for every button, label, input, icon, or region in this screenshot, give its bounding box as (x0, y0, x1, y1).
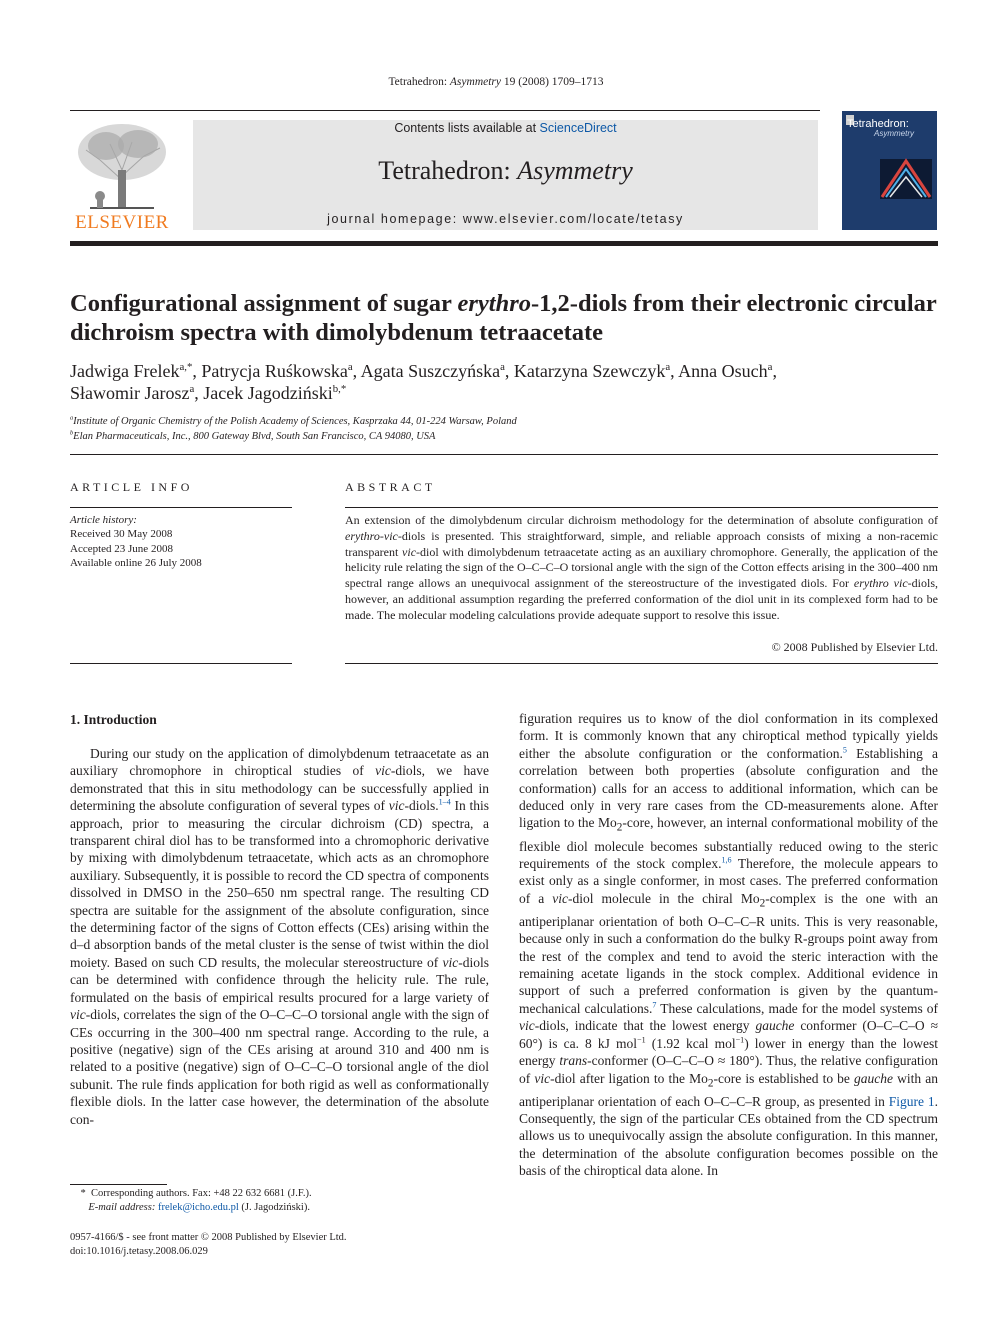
header-thick-rule (70, 241, 938, 246)
header-rule (70, 110, 820, 111)
elsevier-wordmark: ELSEVIER (75, 212, 169, 233)
abstract-rule (345, 507, 938, 508)
author[interactable]: Patrycja Ruśkowska$^a$ (201, 361, 353, 381)
cover-subtitle: Asymmetry (874, 129, 914, 138)
corresponding-author-note: * Corresponding authors. Fax: +48 22 632 6681 (J.F.). E-mail address: frelek@icho.edu.pl (J. Jagodziński). (70, 1188, 312, 1213)
journal-name: Tetrahedron: Asymmetry (378, 156, 633, 185)
abstract-copyright: © 2008 Published by Elsevier Ltd. (771, 640, 938, 654)
body-column-left: During our study on the application of dimolybdenum tetraacetate as an auxiliary chromophore in chiroptical studies of vic-diols, we have demonstrated that this in situ methodology can be successfully applied in determining the absolute configuration of several types of vic-diols.$^{1-4}$ In this approach, prior to measuring the circular dichroism (CD) spectra, a transparent chiral diol has to be transformed into a chromophoric derivative by mixing with dimolybdenum tetraacetate, which acts as an chromophore auxiliary. Subsequently, it is possible to record the CD spectra of components dissolved in DMSO in the 250–650 nm spectral range. The resulting CD spectra are suitable for the assignment of the absolute configuration, since the determining factor of the signs of Cotton effects (CEs) arising within the d–d absorption bands of the metal cluster is the sense of twist within the diol moiety. Based on such CD results, the molecular stereostructure of vic-diols can be determined with confidence through the helicity rule. The rule, formulated on the basis of empirical results procured for a large variety of vic-diols, correlates the sign of the O–C–C–O torsional angle with the sign of CEs occurring in the 300–400 nm spectral range. According to the rule, a positive (negative) sign of the CEs arising at around 310 and 400 nm is related to a positive (negative) sign of O–C–C–O torsional angle of the diol subunit. The rule finds application for both rigid as well as conformationally flexible diols. In the latter case however, the determination of the absolute con- (70, 746, 489, 1127)
contents-prefix: Contents lists available at (394, 121, 540, 135)
article-title: Configurational assignment of sugar erythro-1,2-diols from their electronic circular dichroism spectra with dimolybdenum tetraacetate (70, 290, 937, 346)
journal-citation: Tetrahedron: Asymmetry 19 (2008) 1709–1713 (388, 76, 604, 88)
cover-title: Tetrahedron: (847, 118, 909, 130)
body-column-right: figuration requires us to know of the diol conformation in its complexed form. It is commonly known that any chiroptical method typically yields either the absolute configuration or the conformation.$^5$ Establishing a correlation between both properties (absolute configuration and the conformation) calls for an access to additional information, which can be deduced only in very rare cases from the CD-measurements alone. After ligation to the $Mo_2$-core, however, an internal conformational mobility of the flexible diol molecule becomes substantially reduced owing to the steric requirements of the stock complex.$^{1,6}$ Therefore, the molecule appears to exist only as a single conformer, in most cases. The preferred conformation of a vic-diol molecule in the chiral $Mo_2$-complex is the one with an antiperiplanar orientation of both O–C–C–R units. This is very reasonable, because only in such a conformation do the bulky R-groups point away from the rest of the complex and tend to avoid the steric interaction with the remaining acetate ligands in the stock complex. Additional evidence in support of such a preferred conformation is given by the quantum-mechanical calculations.$^7$ These calculations, made for the model systems of vic-diols, indicate that the lowest energy gauche conformer (O–C–C–O ≈ 60°) is ca. 8 kJ mol$^{-1}$ (1.92 kcal mol$^{-1}$) lower in energy than the lowest energy trans-conformer (O–C–C–O ≈ 180°). Thus, the relative configuration of vic-diol after ligation to the $Mo_2$-core is established to be gauche with an antiperiplanar orientation of each O–C–C–R group, as presented in Figure 1. Consequently, the sign of the particular CEs obtained from the CD spectrum allows us to unequivocally assign the absolute configuration. In this manner, the determination of the absolute configuration becomes possible on the basis of the chiroptical data alone. In (519, 711, 939, 1179)
article-info-rule (70, 507, 292, 508)
email-link[interactable]: frelek@icho.edu.pl (157, 1202, 239, 1213)
footnote-rule (70, 1184, 167, 1185)
author[interactable]: Jadwiga Frelek$^{a,*}$ (70, 361, 193, 381)
abstract-heading: ABSTRACT (345, 480, 436, 494)
sciencedirect-link[interactable]: ScienceDirect (539, 121, 617, 135)
contents-line (193, 121, 818, 135)
article-info-bottom-rule (70, 663, 292, 664)
introduction-heading: 1. Introduction (70, 712, 157, 727)
author[interactable]: Sławomir Jarosz$^a$ (70, 383, 195, 403)
affiliation-b: $^b$Elan Pharmaceuticals, Inc., 800 Gateway Blvd, South San Francisco, CA 94080, USA (70, 429, 436, 442)
section-separator (70, 454, 938, 455)
author[interactable]: Agata Suszczyńska$^a$ (360, 361, 505, 381)
author[interactable]: Jacek Jagodziński$^{b,*}$ (203, 383, 347, 403)
author[interactable]: Anna Osuch$^a$ (678, 361, 773, 381)
author-list: Jadwiga Frelek$^{a,*}$, Patrycja Ruśkowska$^a$, Agata Suszczyńska$^a$, Katarzyna Szewczyk$^a$, Anna Osuch$^a$, Sławomir Jarosz$^a$, Jacek Jagodziński$^{b,*}$ (70, 361, 777, 403)
abstract-bottom-rule (345, 663, 938, 664)
article-info-heading: ARTICLE INFO (70, 480, 193, 494)
affiliation-a: $^a$Institute of Organic Chemistry of the Polish Academy of Sciences, Kasprzaka 44, 01-224 Warsaw, Poland (70, 414, 517, 427)
issn-doi: 0957-4166/$ - see front matter © 2008 Published by Elsevier Ltd. doi:10.1016/j.tetasy.2008.06.029 (70, 1232, 347, 1257)
journal-homepage[interactable]: journal homepage: www.elsevier.com/locate/tetasy (327, 212, 684, 226)
abstract-text: An extension of the dimolybdenum circular dichroism methodology for the determination of absolute configuration of erythro-vic-diols is presented. This straightforward, simple, and reliable approach consists of mixing a non-racemic transparent vic-diol with dimolybdenum tetraacetate acting as an auxiliary chromophore. Generally, the application of the helicity rule relating the sign of the O–C–C–O torsional angle with the sign of the Cotton effects arising in the 300–400 nm spectral range allows an unequivocal assignment of the stereostructure of the investigated diols. For erythro vic-diols, however, an additional assumption regarding the preferred conformation of the diol unit in its complexed form had to be made. The molecular modeling calculations provide adequate support to resolve this issue. (345, 513, 938, 622)
author[interactable]: Katarzyna Szewczyk$^a$ (513, 361, 671, 381)
article-history: Article history: Received 30 May 2008 Accepted 23 June 2008 Available online 26 July 2008 (70, 514, 202, 569)
